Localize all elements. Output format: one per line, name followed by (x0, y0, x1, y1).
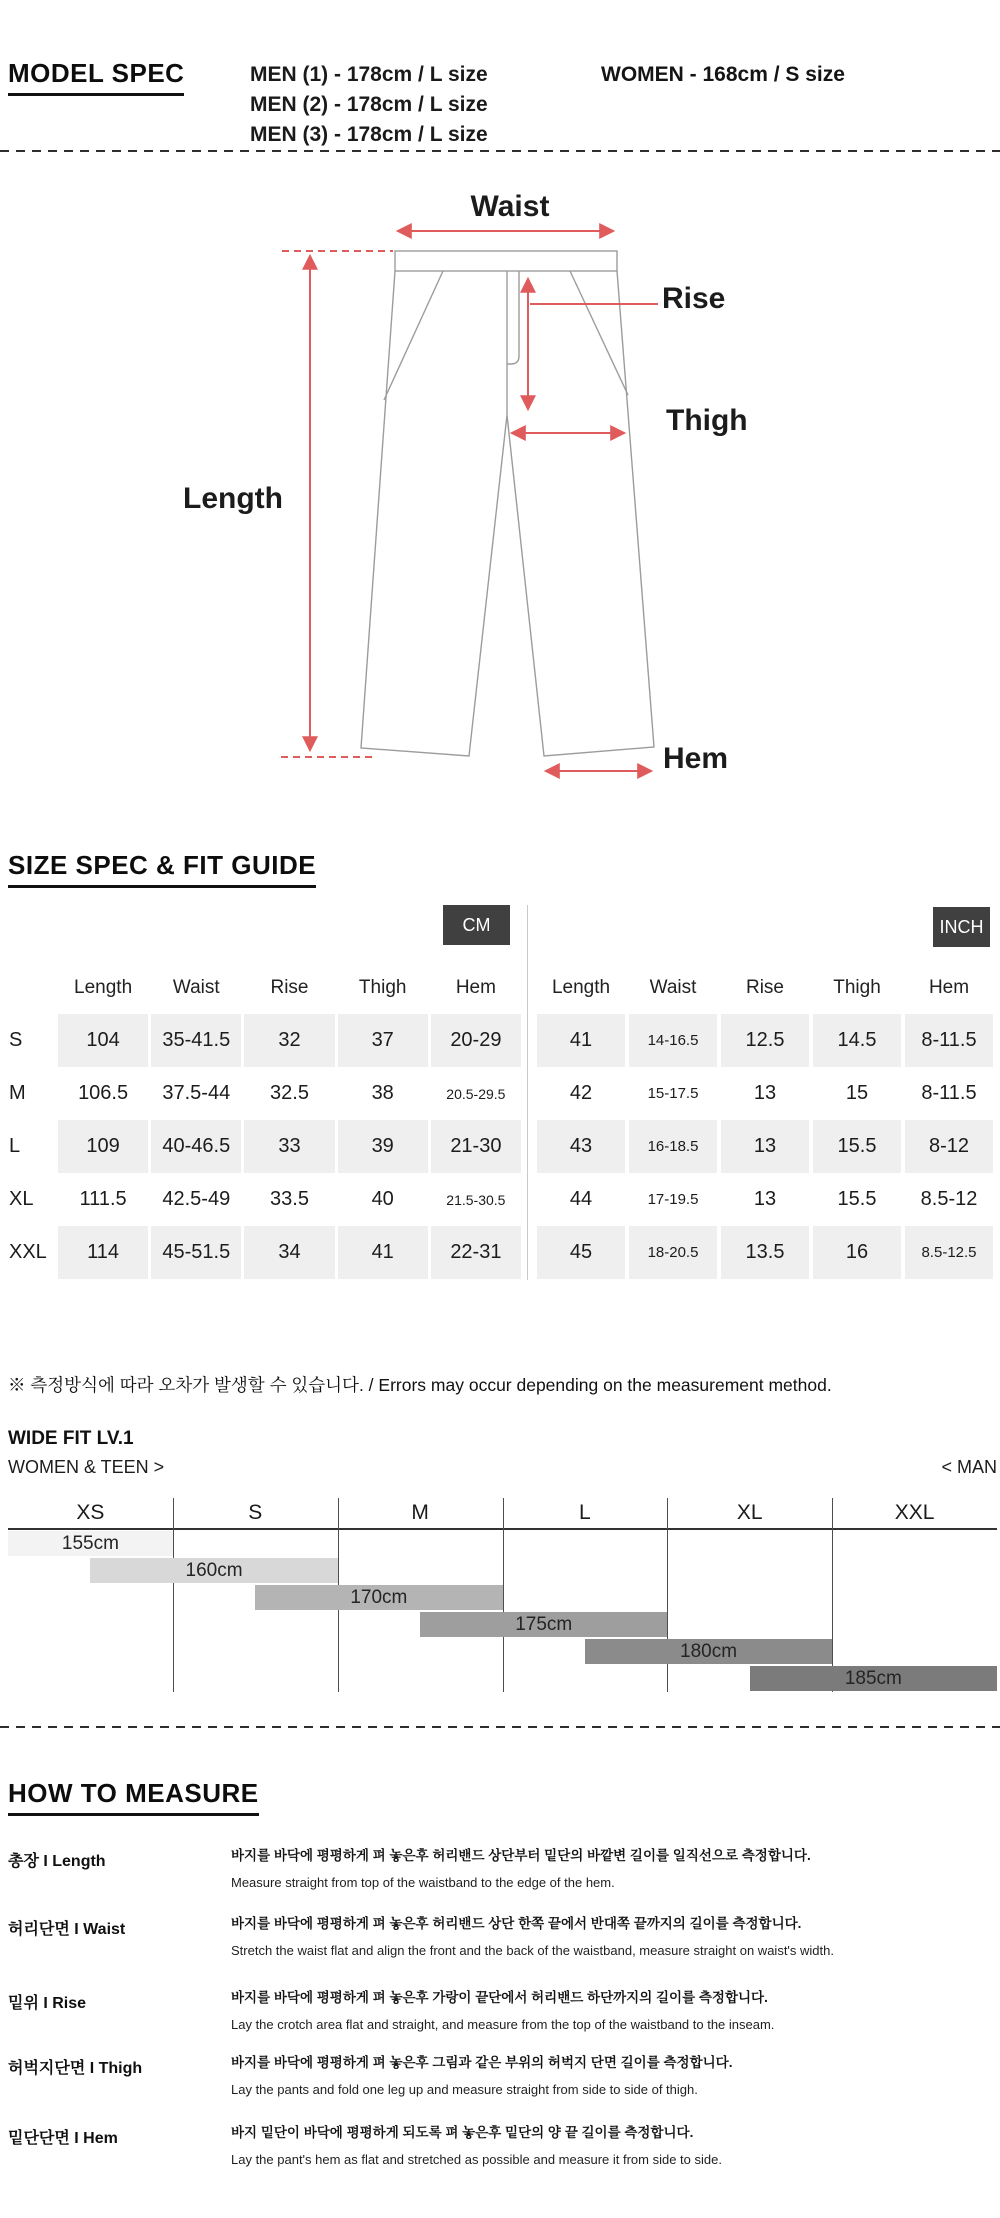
pants-outline-icon (361, 251, 654, 756)
cell: 21-30 (431, 1120, 521, 1173)
size-header-xl: XL (736, 1501, 763, 1524)
measure-desc-en: Stretch the waist flat and align the front and the back of the waistband, measure straight on waist's width. (231, 1943, 834, 1958)
table-row-xxl (7, 1226, 521, 1279)
pants-measure-diagram (0, 160, 1000, 800)
cell: 13 (721, 1120, 809, 1173)
thigh-label: Thigh (666, 404, 748, 437)
cell: 104 (58, 1014, 148, 1067)
cell: 109 (58, 1120, 148, 1173)
table-divider (527, 905, 528, 1280)
model-spec-men-list (250, 60, 488, 150)
table-corner (7, 962, 55, 1014)
measure-desc-en: Lay the crotch area flat and straight, and measure from the top of the waistband to the inseam. (231, 2017, 775, 2032)
hem-label: Hem (663, 742, 729, 775)
chart-divider (173, 1498, 174, 1692)
model-spec-title: MODEL SPEC (8, 58, 184, 96)
cell: 114 (58, 1226, 148, 1279)
fit-guide-title: WIDE FIT LV.1 (8, 1428, 134, 1449)
cell: 38 (371, 1082, 394, 1104)
cell: 111.5 (79, 1188, 127, 1210)
fit-guide-chart (8, 1498, 997, 1694)
size-table-cm (7, 962, 521, 1279)
measure-desc-ko: 바지를 바닥에 평평하게 펴 놓은후 그림과 같은 부위의 허벅지 단면 길이를 측정합니다. (231, 2055, 733, 2070)
measure-label: 허벅지단면 I Thigh (8, 2060, 143, 2077)
height-bar-185: 185cm (750, 1666, 997, 1691)
cell: 45-51.5 (151, 1226, 241, 1279)
cell: 16 (813, 1226, 901, 1279)
cell: 18-20.5 (629, 1226, 717, 1279)
cell: 34 (244, 1226, 334, 1279)
cell: 15-17.5 (647, 1085, 699, 1102)
measure-desc-ko: 바지 밑단이 바닥에 평평하게 되도록 펴 놓은후 밑단의 양 끝 길이를 측정합니다. (231, 2125, 694, 2140)
table-row-m (537, 1067, 993, 1120)
measure-desc-ko: 바지를 바닥에 평평하게 펴 놓은후 허리밴드 상단부터 밑단의 바깥변 길이를 일직선으로 측정합니다. (231, 1848, 811, 1863)
cell: 22-31 (431, 1226, 521, 1279)
height-bar-155: 155cm (8, 1531, 173, 1556)
cell: 42 (569, 1082, 593, 1104)
model-spec-women: WOMEN - 168cm / S size (601, 63, 845, 86)
cell: 33.5 (270, 1188, 309, 1210)
table-row-l (537, 1120, 993, 1173)
cell: 35-41.5 (151, 1014, 241, 1067)
measure-desc-en: Measure straight from top of the waistband to the edge of the hem. (231, 1875, 615, 1890)
table-row-xxl (537, 1226, 993, 1279)
cell: 8-11.5 (905, 1014, 993, 1067)
chart-divider (832, 1498, 833, 1692)
measure-desc-ko: 바지를 바닥에 평평하게 펴 놓은후 가랑이 끝단에서 허리밴드 하단까지의 길이를 측정합니다. (231, 1990, 768, 2005)
size-spec-title: SIZE SPEC & FIT GUIDE (8, 850, 316, 888)
cell: 40 (371, 1188, 394, 1210)
row-label: XXL (9, 1241, 47, 1263)
cell: 8-11.5 (921, 1082, 977, 1104)
cell: 37 (338, 1014, 428, 1067)
cell: 21.5-30.5 (446, 1191, 506, 1208)
measure-label: 밑단단면 I Hem (8, 2130, 118, 2147)
col-header-rise: Rise (745, 977, 784, 998)
row-label: XL (9, 1188, 34, 1210)
table-row-xl (7, 1173, 521, 1226)
cell: 106.5 (78, 1082, 129, 1104)
col-header-hem: Hem (928, 977, 970, 998)
cm-unit-badge: CM (443, 905, 510, 945)
cell: 15.5 (837, 1188, 877, 1210)
size-header-s: S (248, 1501, 263, 1524)
size-header-l: L (579, 1501, 591, 1524)
col-header-thigh: Thigh (833, 977, 881, 998)
cell: 8.5-12 (920, 1188, 978, 1210)
cell: 13.5 (721, 1226, 809, 1279)
col-header-rise: Rise (270, 977, 309, 998)
cell: 33 (244, 1120, 334, 1173)
cell: 32.5 (270, 1082, 309, 1104)
height-bar-160: 160cm (90, 1558, 337, 1583)
measurement-note: ※ 측정방식에 따라 오차가 발생할 수 있습니다. / Errors may occur depending on the measurement method. (8, 1375, 832, 1395)
col-header-waist: Waist (172, 977, 220, 998)
measure-desc-en: Lay the pants and fold one leg up and measure straight from side to side of thigh. (231, 2082, 698, 2097)
fit-guide-subrow (8, 1457, 997, 1478)
row-label: M (9, 1082, 26, 1104)
size-table-inch (537, 962, 993, 1279)
model-spec-men-3: MEN (3) - 178cm / L size (250, 123, 488, 146)
model-spec-men-2: MEN (2) - 178cm / L size (250, 93, 488, 116)
cell: 37.5-44 (162, 1082, 231, 1104)
col-header-thigh: Thigh (358, 977, 407, 998)
fit-guide-man-label: < MAN (941, 1457, 997, 1477)
cell: 16-18.5 (629, 1120, 717, 1173)
table-row-s (537, 1014, 993, 1067)
cell: 45 (537, 1226, 625, 1279)
measure-desc-ko: 바지를 바닥에 평평하게 펴 놓은후 허리밴드 상단 한쪽 끝에서 반대쪽 끝까지의 길이를 측정합니다. (231, 1916, 802, 1931)
how-to-measure-title: HOW TO MEASURE (8, 1778, 259, 1816)
cell: 14.5 (813, 1014, 901, 1067)
cell: 42.5-49 (162, 1188, 231, 1210)
measure-label: 허리단면 I Waist (8, 1921, 126, 1938)
table-row-s (7, 1014, 521, 1067)
size-header-xxl: XXL (894, 1501, 935, 1524)
measure-label: 밑위 I Rise (8, 1995, 87, 2012)
fit-guide-women-teen-label: WOMEN & TEEN > (8, 1457, 165, 1477)
model-spec-men-1: MEN (1) - 178cm / L size (250, 63, 488, 86)
measure-desc-en: Lay the pant's hem as flat and stretched as possible and measure it from side to side. (231, 2152, 722, 2167)
cell: 13 (753, 1082, 777, 1104)
height-bar-170: 170cm (255, 1585, 502, 1610)
dashed-divider-bottom (0, 1726, 1000, 1728)
waist-label: Waist (470, 190, 550, 223)
col-header-waist: Waist (649, 977, 697, 998)
table-row-m (7, 1067, 521, 1120)
cell: 39 (338, 1120, 428, 1173)
table-header-row (537, 962, 993, 1014)
col-header-length: Length (551, 977, 611, 998)
cell: 8.5-12.5 (905, 1226, 993, 1279)
cell: 17-19.5 (647, 1191, 699, 1208)
cell: 15.5 (813, 1120, 901, 1173)
table-row-xl (537, 1173, 993, 1226)
size-header-m: M (411, 1501, 429, 1524)
inch-unit-badge: INCH (933, 907, 990, 947)
cell: 12.5 (721, 1014, 809, 1067)
chart-divider (503, 1498, 504, 1692)
cell: 15 (845, 1082, 869, 1104)
height-bar-180: 180cm (585, 1639, 832, 1664)
rise-label: Rise (662, 282, 726, 315)
cell: 13 (753, 1188, 777, 1210)
table-header-row (7, 962, 521, 1014)
col-header-hem: Hem (455, 977, 496, 998)
length-label: Length (183, 482, 283, 515)
cell: 44 (569, 1188, 593, 1210)
col-header-length: Length (74, 977, 133, 998)
measure-label: 총장 I Length (8, 1853, 106, 1870)
cell: 14-16.5 (629, 1014, 717, 1067)
cell: 40-46.5 (151, 1120, 241, 1173)
row-label: L (9, 1135, 21, 1157)
cell: 8-12 (905, 1120, 993, 1173)
table-row-l (7, 1120, 521, 1173)
size-header-xs: XS (76, 1501, 105, 1524)
cell: 41 (338, 1226, 428, 1279)
dashed-divider-top (0, 150, 1000, 152)
cell: 41 (537, 1014, 625, 1067)
height-bar-175: 175cm (420, 1612, 667, 1637)
cell: 20.5-29.5 (446, 1085, 506, 1102)
row-label: S (9, 1029, 23, 1051)
cell: 20-29 (431, 1014, 521, 1067)
cell: 32 (244, 1014, 334, 1067)
cell: 43 (537, 1120, 625, 1173)
